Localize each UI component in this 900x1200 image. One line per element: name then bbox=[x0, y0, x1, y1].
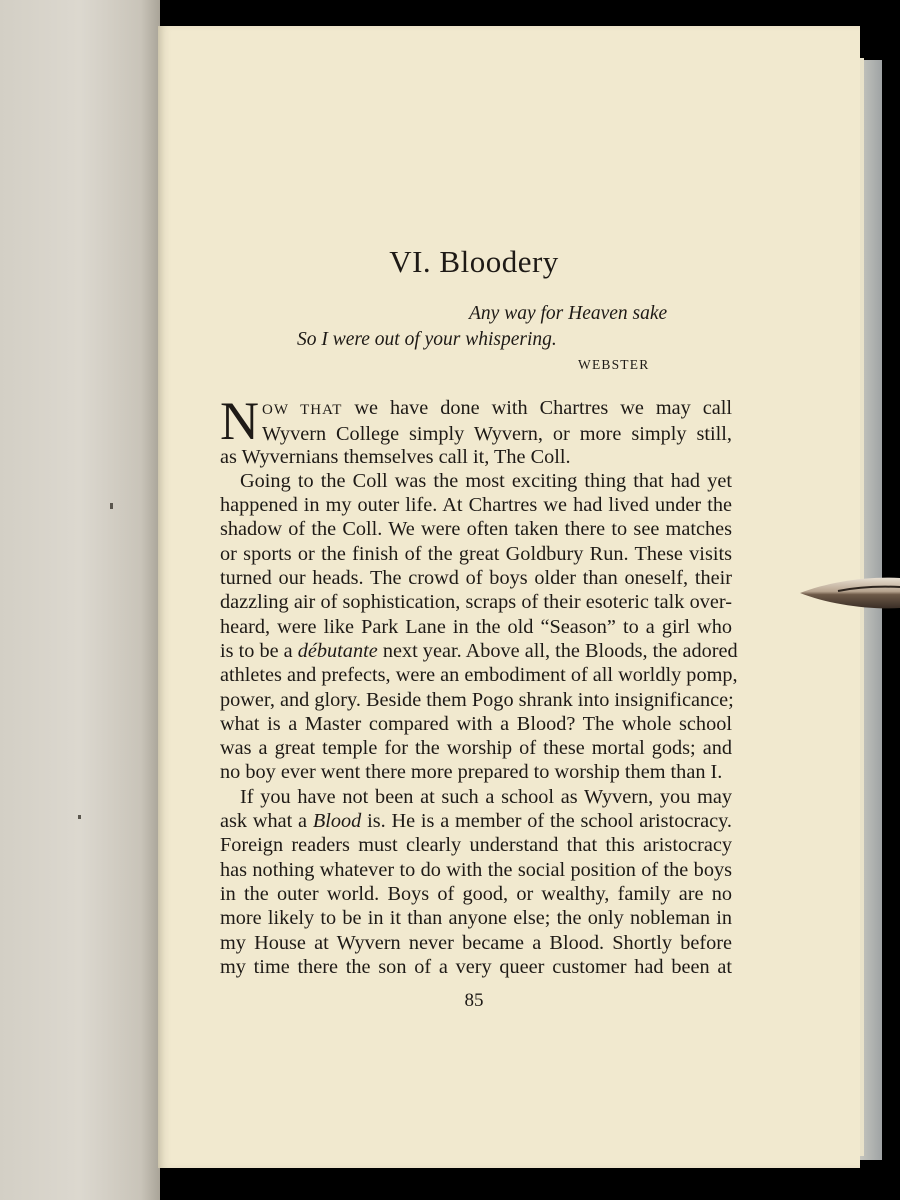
epigraph-line-2: So I were out of your whispering. bbox=[297, 329, 557, 350]
text-line: shadow of the Coll. We were often taken there to see matches bbox=[220, 518, 732, 541]
speck bbox=[78, 815, 81, 819]
text-line: If you have not been at such a school as Wyvern, you may bbox=[240, 785, 732, 808]
text-line bbox=[220, 639, 738, 663]
text-span: is. He is a member of the school aristocracy. bbox=[367, 810, 732, 833]
opening-smallcaps: OW THAT bbox=[262, 402, 343, 418]
facing-page bbox=[0, 0, 160, 1200]
italic-word: Blood bbox=[312, 810, 362, 833]
text-line: in the outer world. Boys of good, or wealthy, family are no bbox=[220, 882, 732, 905]
text-line: my time there the son of a very queer customer had been at bbox=[220, 955, 732, 978]
pen-nib-icon bbox=[798, 574, 900, 612]
text-line: was a great temple for the worship of these mortal gods; and bbox=[220, 737, 732, 760]
text-line bbox=[220, 809, 732, 833]
text-line: Foreign readers must clearly understand that this aristocracy bbox=[220, 834, 732, 857]
drop-cap: N bbox=[220, 391, 259, 451]
text-line: my House at Wyvern never became a Blood. Shortly before bbox=[220, 931, 732, 954]
epigraph-attribution: WEBSTER bbox=[578, 357, 650, 372]
text-line: power, and glory. Beside them Pogo shrank into insignificance; bbox=[220, 688, 734, 711]
page-number: 85 bbox=[464, 990, 484, 1011]
text-line bbox=[262, 396, 732, 422]
text-line: or sports or the finish of the great Goldbury Run. These visits bbox=[220, 542, 732, 565]
text-span: we have done with Chartres we may call bbox=[354, 397, 733, 419]
text-span: ask what a bbox=[220, 810, 308, 833]
text-line: Wyvern College simply Wyvern, or more simply still, bbox=[262, 423, 732, 446]
text-line: dazzling air of sophistication, scraps of their esoteric talk over- bbox=[220, 591, 732, 614]
text-line: athletes and prefects, were an embodiment of all worldly pomp, bbox=[220, 664, 738, 687]
text-line: no boy ever went there more prepared to worship them than I. bbox=[220, 761, 723, 784]
text-line: happened in my outer life. At Chartres we had lived under the bbox=[220, 494, 732, 517]
text-line: Going to the Coll was the most exciting thing that had yet bbox=[240, 469, 732, 492]
speck bbox=[110, 503, 113, 509]
text-line: turned our heads. The crowd of boys older than oneself, their bbox=[220, 567, 732, 590]
opening-lines bbox=[262, 396, 732, 447]
text-span: next year. Above all, the Bloods, the adored bbox=[382, 639, 738, 662]
text-line: what is a Master compared with a Blood? The whole school bbox=[220, 712, 732, 735]
body-text bbox=[220, 445, 738, 980]
text-line: heard, were like Park Lane in the old “Season” to a girl who bbox=[220, 615, 732, 638]
text-span: is to be a bbox=[220, 639, 293, 662]
text-line: more likely to be in it than anyone else; the only nobleman in bbox=[220, 907, 732, 930]
epigraph-line-1: Any way for Heaven sake bbox=[469, 303, 668, 324]
text-line: has nothing whatever to do with the social position of the boys bbox=[220, 858, 732, 881]
italic-word: débutante bbox=[297, 639, 378, 662]
chapter-title: VI. Bloodery bbox=[389, 244, 559, 279]
text-line: as Wyvernians themselves call it, The Coll. bbox=[220, 445, 571, 468]
